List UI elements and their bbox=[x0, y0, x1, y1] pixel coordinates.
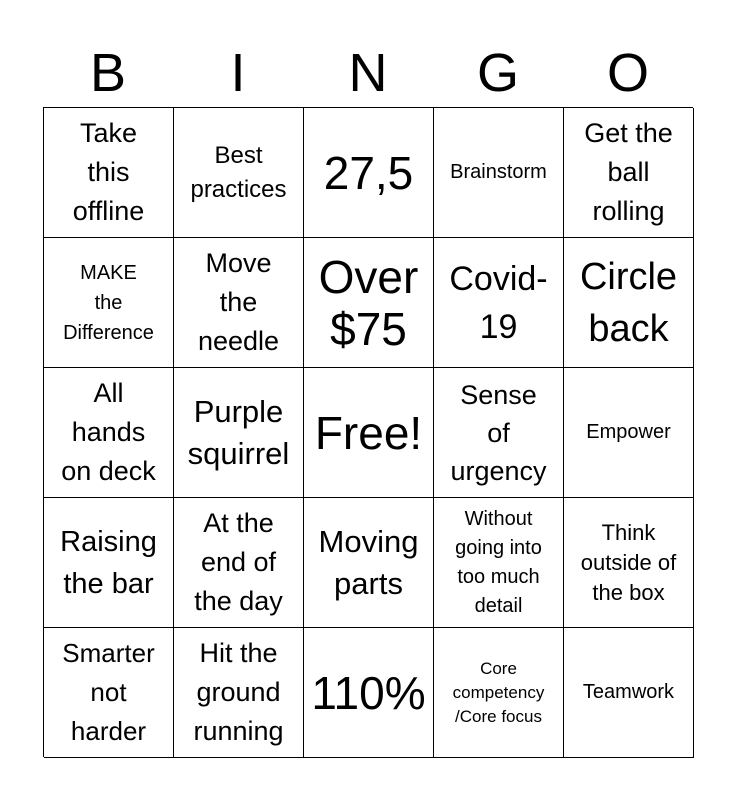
bingo-cell[interactable] bbox=[44, 628, 174, 758]
bingo-cell[interactable] bbox=[564, 628, 694, 758]
cell-text: Free! bbox=[314, 406, 423, 459]
cell-text: Core competency /Core focus bbox=[452, 658, 545, 726]
bingo-cell[interactable] bbox=[434, 498, 564, 628]
cell-text: Purple squirrel bbox=[187, 393, 290, 471]
cell-text: Empower bbox=[586, 421, 671, 443]
cell-text: Over $75 bbox=[318, 250, 419, 355]
cell-text: Best practices bbox=[190, 141, 287, 203]
cell-text: Covid- 19 bbox=[449, 259, 548, 346]
cell-text: Move the needle bbox=[197, 248, 280, 356]
cell-text: Think outside of the box bbox=[580, 519, 677, 605]
cell-text: Circle back bbox=[579, 255, 678, 350]
bingo-cell[interactable] bbox=[44, 368, 174, 498]
cell-text: Take this offline bbox=[72, 118, 145, 226]
cell-text: Sense of urgency bbox=[450, 379, 547, 486]
bingo-cell[interactable] bbox=[174, 368, 304, 498]
cell-text: MAKE the Difference bbox=[63, 261, 154, 344]
bingo-cell[interactable] bbox=[304, 368, 434, 498]
bingo-board bbox=[43, 107, 693, 757]
header-letter-o: O bbox=[606, 43, 649, 103]
bingo-cell[interactable] bbox=[304, 108, 434, 238]
bingo-cell[interactable] bbox=[564, 498, 694, 628]
cell-text: All hands on deck bbox=[61, 378, 156, 486]
cell-text: Teamwork bbox=[582, 681, 675, 703]
cell-text: At the end of the day bbox=[194, 508, 283, 616]
header-letter-n: N bbox=[348, 43, 388, 103]
bingo-cell[interactable] bbox=[304, 238, 434, 368]
bingo-cell[interactable] bbox=[174, 628, 304, 758]
bingo-cell[interactable] bbox=[44, 238, 174, 368]
bingo-cell[interactable] bbox=[44, 108, 174, 238]
bingo-cell[interactable] bbox=[304, 498, 434, 628]
header-letter-b: B bbox=[89, 43, 127, 103]
cell-text: Hit the ground running bbox=[193, 638, 284, 746]
cell-text: 27,5 bbox=[323, 146, 414, 199]
header-letter-i: I bbox=[230, 43, 246, 103]
bingo-cell[interactable] bbox=[434, 238, 564, 368]
bingo-header bbox=[43, 40, 693, 106]
bingo-cell[interactable] bbox=[434, 108, 564, 238]
bingo-cell[interactable] bbox=[434, 628, 564, 758]
bingo-cell[interactable] bbox=[564, 368, 694, 498]
cell-text: Without going into too much detail bbox=[455, 507, 542, 617]
bingo-cell[interactable] bbox=[564, 238, 694, 368]
header-letter-g: G bbox=[476, 43, 519, 103]
bingo-cell[interactable] bbox=[434, 368, 564, 498]
cell-text: Moving parts bbox=[318, 523, 419, 601]
bingo-cell[interactable] bbox=[564, 108, 694, 238]
cell-text: Get the ball rolling bbox=[584, 118, 673, 226]
bingo-cell[interactable] bbox=[304, 628, 434, 758]
cell-text: 110% bbox=[311, 666, 426, 719]
bingo-cell[interactable] bbox=[174, 238, 304, 368]
bingo-cell[interactable] bbox=[174, 498, 304, 628]
bingo-cell[interactable] bbox=[174, 108, 304, 238]
cell-text: Raising the bar bbox=[60, 525, 157, 600]
cell-text: Smarter not harder bbox=[62, 638, 155, 746]
cell-text: Brainstorm bbox=[450, 161, 547, 183]
bingo-cell[interactable] bbox=[44, 498, 174, 628]
